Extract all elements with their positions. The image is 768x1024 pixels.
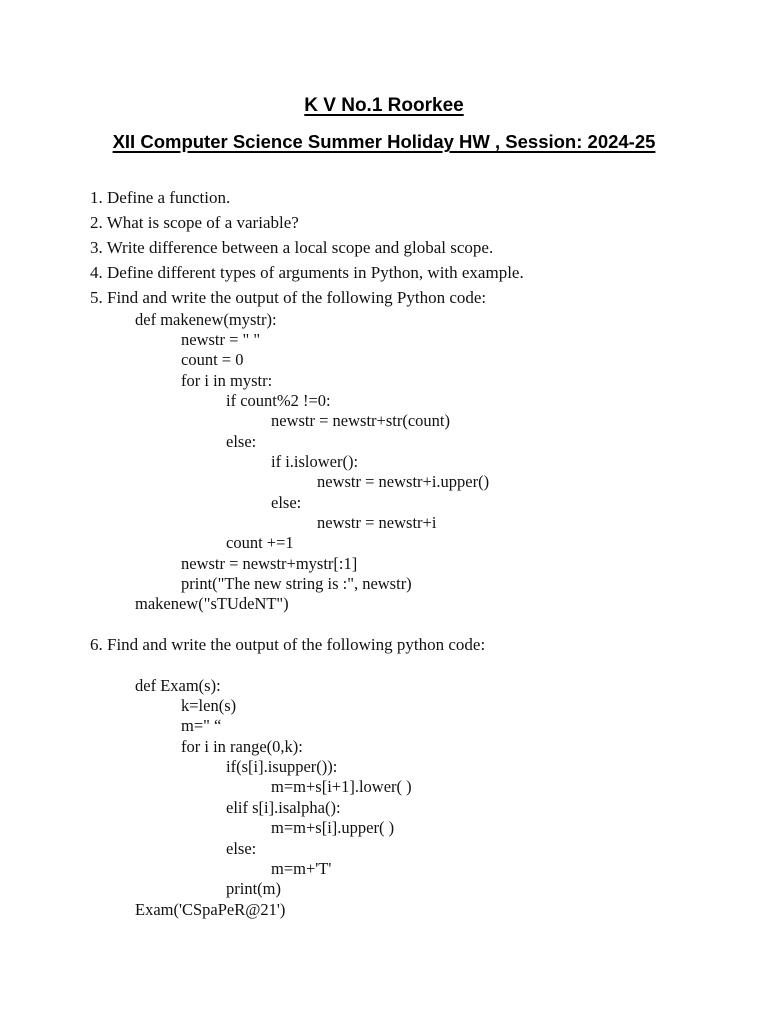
code-line: count = 0 — [181, 350, 244, 369]
code-line: for i in range(0,k): — [181, 737, 303, 756]
code-line: print("The new string is :", newstr) — [181, 574, 412, 593]
page-subtitle: XII Computer Science Summer Holiday HW , Session: 2024-25 — [112, 131, 656, 152]
code-line: m=" “ — [181, 716, 222, 735]
code-line: newstr = newstr+i.upper() — [317, 472, 490, 491]
question-5: 5. Find and write the output of the following Python code: — [90, 288, 487, 307]
code-line: else: — [226, 839, 257, 858]
code-line: newstr = newstr+str(count) — [271, 411, 450, 430]
code-line: if count%2 !=0: — [226, 391, 331, 410]
code-line: count +=1 — [226, 533, 294, 552]
code-line: if(s[i].isupper()): — [226, 757, 338, 776]
code-line: m=m+'T' — [271, 859, 332, 878]
code-line: makenew("sTUdeNT") — [135, 594, 289, 613]
question-1: 1. Define a function. — [90, 188, 231, 207]
code-line: k=len(s) — [181, 696, 237, 715]
code-line: print(m) — [226, 879, 281, 898]
question-3: 3. Write difference between a local scope and global scope. — [90, 238, 494, 257]
code-line: m=m+s[i+1].lower( ) — [271, 777, 412, 796]
code-line: def Exam(s): — [135, 676, 221, 695]
question-6: 6. Find and write the output of the following python code: — [90, 635, 486, 654]
code-line: else: — [271, 493, 302, 512]
code-line: def makenew(mystr): — [135, 310, 277, 329]
code-line: if i.islower(): — [271, 452, 359, 471]
code-line: m=m+s[i].upper( ) — [271, 818, 395, 837]
page-title: K V No.1 Roorkee — [304, 95, 464, 116]
code-line: newstr = " " — [181, 330, 261, 349]
question-2: 2. What is scope of a variable? — [90, 213, 299, 232]
code-line: Exam('CSpaPeR@21') — [135, 900, 286, 919]
code-line: newstr = newstr+i — [317, 513, 437, 532]
code-line: for i in mystr: — [181, 371, 273, 390]
question-4: 4. Define different types of arguments in Python, with example. — [90, 263, 524, 282]
code-line: newstr = newstr+mystr[:1] — [181, 554, 358, 573]
code-line: else: — [226, 432, 257, 451]
code-line: elif s[i].isalpha(): — [226, 798, 341, 817]
